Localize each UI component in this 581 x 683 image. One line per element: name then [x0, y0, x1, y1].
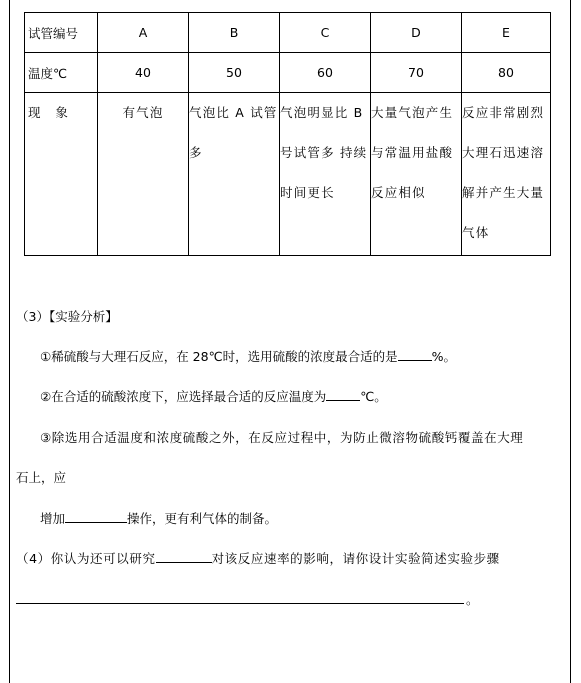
temp-a: 40	[98, 53, 189, 93]
question-3-line-2: 石上，应	[16, 470, 67, 485]
row-label-temperature: 温度℃	[25, 53, 98, 93]
phenomenon-b: 气泡比 A 试管多	[189, 93, 280, 256]
answer-blank-factor[interactable]	[156, 550, 212, 563]
question-1-prefix: ①稀硫酸与大理石反应，在 28℃时，选用硫酸的浓度最合适的是	[40, 349, 398, 364]
tube-c: C	[280, 13, 371, 53]
analysis-heading: （3）【实验分析】	[16, 309, 118, 324]
frame-left-border	[9, 0, 10, 683]
question-1-suffix: %。	[431, 349, 457, 364]
temp-c: 60	[280, 53, 371, 93]
table-row-tube-number	[25, 13, 551, 53]
question-2-suffix: ℃。	[360, 389, 387, 404]
experiment-table	[24, 12, 551, 256]
question-3-line-1: ③除选用合适温度和浓度硫酸之外，在反应过程中，为防止微溶物硫酸钙覆盖在大理	[40, 430, 524, 445]
frame-right-border	[570, 0, 571, 683]
question-1	[40, 347, 581, 365]
question-2	[40, 387, 581, 405]
temp-b: 50	[189, 53, 280, 93]
tube-e: E	[462, 13, 551, 53]
answer-line-steps[interactable]	[16, 603, 464, 604]
tube-b: B	[189, 13, 280, 53]
temp-d: 70	[371, 53, 462, 93]
tube-a: A	[98, 13, 189, 53]
question-4	[16, 549, 566, 567]
phenomenon-c: 气泡明显比 B 号试管多 持续时间更长	[280, 93, 371, 256]
table-row-temperature	[25, 53, 551, 93]
question-3-prefix: 增加	[40, 511, 66, 526]
row-label-phenomenon: 现 象	[25, 93, 98, 256]
question-3-suffix: 操作，更有利气体的制备。	[127, 511, 278, 526]
table-row-phenomenon	[25, 93, 551, 256]
question-2-prefix: ②在合适的硫酸浓度下，应选择最合适的反应温度为	[40, 389, 327, 404]
answer-blank-temperature[interactable]	[326, 388, 360, 401]
question-3-line-3	[40, 509, 581, 527]
question-4-suffix: 对该反应速率的影响，请你设计实验简述实验步骤	[211, 551, 500, 566]
phenomenon-e: 反应非常剧烈大理石迅速溶解并产生大量气体	[462, 93, 551, 256]
question-4-prefix: （4）你认为还可以研究	[16, 551, 156, 566]
phenomenon-a: 有气泡	[98, 93, 189, 256]
row-label-tube-number: 试管编号	[25, 13, 98, 53]
phenomenon-d: 大量气泡产生与常温用盐酸反应相似	[371, 93, 462, 256]
answer-blank-concentration[interactable]	[398, 348, 432, 361]
question-4-end: 。	[466, 592, 479, 607]
temp-e: 80	[462, 53, 551, 93]
answer-blank-operation[interactable]	[65, 510, 127, 523]
tube-d: D	[371, 13, 462, 53]
